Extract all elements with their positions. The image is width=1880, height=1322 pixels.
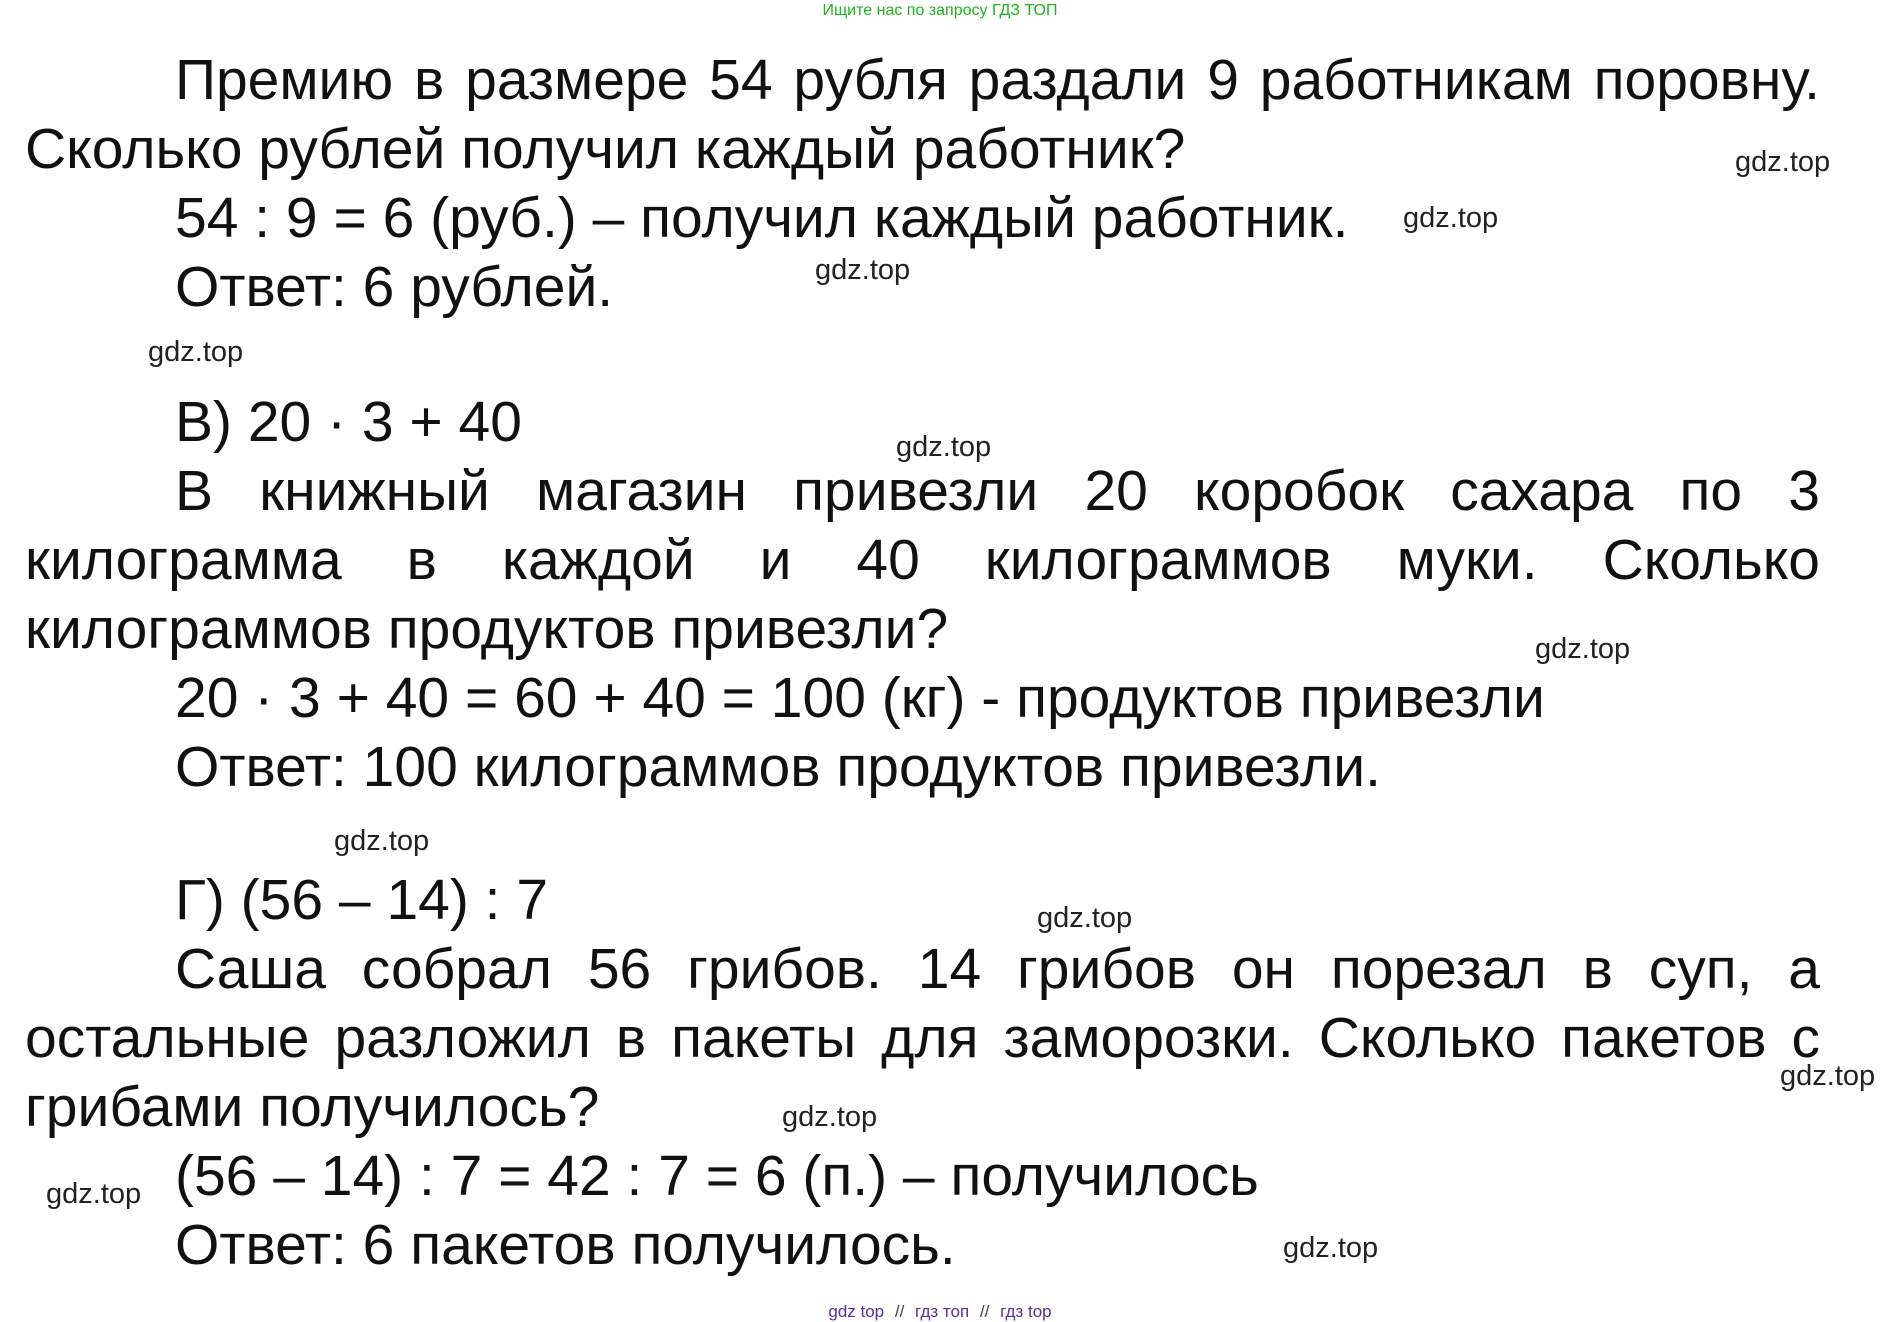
watermark: gdz.top <box>896 431 992 463</box>
footer-separator: // <box>979 1302 990 1321</box>
problem-v-text: В книжный магазин привезли 20 коробок сахара по 3 килограмма в каждой и 40 килограммов муки. Сколько килограммов продуктов привезли? <box>25 459 1820 661</box>
watermark: gdz.top <box>1037 902 1133 934</box>
watermark: gdz.top <box>1403 202 1499 234</box>
problem-b-answer: Ответ: 6 рублей. <box>175 255 614 319</box>
problem-v-header: В) 20 · 3 + 40 <box>175 390 522 454</box>
problem-v-solution: 20 · 3 + 40 = 60 + 40 = 100 (кг) - продуктов привезли <box>175 666 1545 730</box>
problem-v-answer: Ответ: 100 килограммов продуктов привезли. <box>175 735 1381 799</box>
problem-g-section <box>25 866 1820 1280</box>
watermark: gdz.top <box>1283 1232 1379 1264</box>
problem-g-text: Саша собрал 56 грибов. 14 грибов он порезал в суп, а остальные разложил в пакеты для заморозки. Сколько пакетов с грибами получилось? <box>25 937 1820 1139</box>
watermark: gdz.top <box>1780 1060 1876 1092</box>
top-banner: Ищите нас по запросу ГДЗ ТОП <box>822 2 1058 19</box>
footer-link-gdz-top[interactable]: gdz top <box>828 1302 885 1321</box>
footer-link-gdz-top-ru[interactable]: гдз топ <box>915 1302 970 1321</box>
watermark: gdz.top <box>1535 633 1631 665</box>
watermark: gdz.top <box>148 336 244 368</box>
footer-links <box>0 1302 1880 1322</box>
problem-g-answer: Ответ: 6 пакетов получилось. <box>175 1213 956 1277</box>
problem-b-solution: 54 : 9 = 6 (руб.) – получил каждый работник. <box>175 186 1349 250</box>
footer-link-gdz-top-mixed[interactable]: гдз top <box>1000 1302 1052 1321</box>
watermark: gdz.top <box>782 1101 878 1133</box>
problem-g-header: Г) (56 – 14) : 7 <box>175 868 549 932</box>
problem-g-solution: (56 – 14) : 7 = 42 : 7 = 6 (п.) – получилось <box>175 1144 1259 1208</box>
watermark: gdz.top <box>334 825 430 857</box>
problem-b-section <box>25 46 1820 322</box>
watermark: gdz.top <box>815 254 911 286</box>
watermark: gdz.top <box>46 1178 142 1210</box>
problem-b-text: Премию в размере 54 рубля раздали 9 работникам поровну. Сколько рублей получил каждый работник? <box>25 48 1820 181</box>
watermark: gdz.top <box>1735 146 1831 178</box>
footer-separator: // <box>894 1302 905 1321</box>
